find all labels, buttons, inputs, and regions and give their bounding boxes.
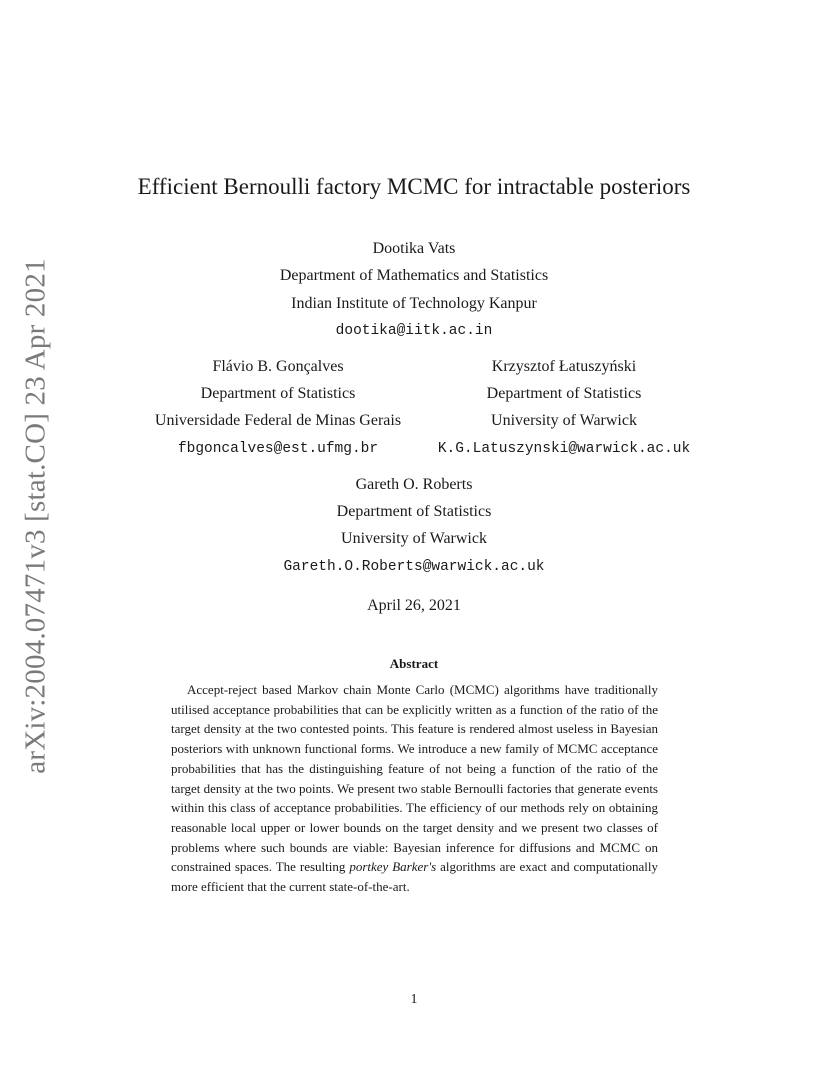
abstract-text-end: algorithms are exact and computationally more efficient that the current state-of-the-art. bbox=[171, 859, 658, 895]
author-email-latuszynski[interactable]: K.G.Latuszynski@warwick.ac.uk bbox=[437, 441, 691, 457]
author-name-roberts: Gareth O. Roberts bbox=[355, 476, 473, 493]
author-email-vats[interactable]: dootika@iitk.ac.in bbox=[335, 323, 493, 339]
author-email-roberts[interactable]: Gareth.O.Roberts@warwick.ac.uk bbox=[283, 559, 545, 575]
paper-title: Efficient Bernoulli factory MCMC for intractable posteriors bbox=[137, 174, 691, 199]
author-name-vats: Dootika Vats bbox=[372, 240, 456, 257]
author-institution-vats: Indian Institute of Technology Kanpur bbox=[291, 295, 537, 312]
author-department-latuszynski: Department of Statistics bbox=[486, 385, 642, 402]
author-email-goncalves[interactable]: fbgoncalves@est.ufmg.br bbox=[177, 441, 379, 457]
abstract-text-start: Accept-reject based Markov chain Monte Carlo (MCMC) algorithms have traditionally utilised acceptance probabilities that can be explicitly written as a function of the ratio of the target density at the two contested points. This feature is rendered almost useless in Bayesian posteriors with unknown functional forms. We introduce a new family of MCMC acceptance probabilities that has the distinguishing feature of not being a function of the ratio of the target density at the two points. We present two stable Bernoulli factories that generate events within this class of acceptance probabilities. The efficiency of our methods rely on obtaining reasonable local upper or lower bounds on the target density and we present two classes of problems where such bounds are viable: Bayesian inference for diffusions and MCMC on constrained spaces. The resulting bbox=[171, 682, 658, 875]
arxiv-identifier-text: arXiv:2004.07471v3 [stat.CO] 23 Apr 2021 bbox=[19, 258, 52, 774]
author-department-vats: Department of Mathematics and Statistics bbox=[279, 267, 549, 284]
author-name-goncalves: Flávio B. Gonçalves bbox=[212, 358, 344, 375]
paper-date: April 26, 2021 bbox=[367, 597, 461, 614]
page-number: 1 bbox=[410, 992, 418, 1007]
abstract-heading: Abstract bbox=[389, 656, 439, 671]
abstract-emphasis: portkey Barker's bbox=[349, 859, 437, 875]
author-department-roberts: Department of Statistics bbox=[336, 503, 492, 520]
author-institution-goncalves: Universidade Federal de Minas Gerais bbox=[154, 412, 402, 429]
author-department-goncalves: Department of Statistics bbox=[200, 385, 356, 402]
author-institution-latuszynski: University of Warwick bbox=[491, 412, 637, 429]
abstract-body bbox=[171, 680, 658, 897]
author-name-latuszynski: Krzysztof Łatuszyński bbox=[491, 358, 637, 375]
author-institution-roberts: University of Warwick bbox=[341, 530, 487, 547]
